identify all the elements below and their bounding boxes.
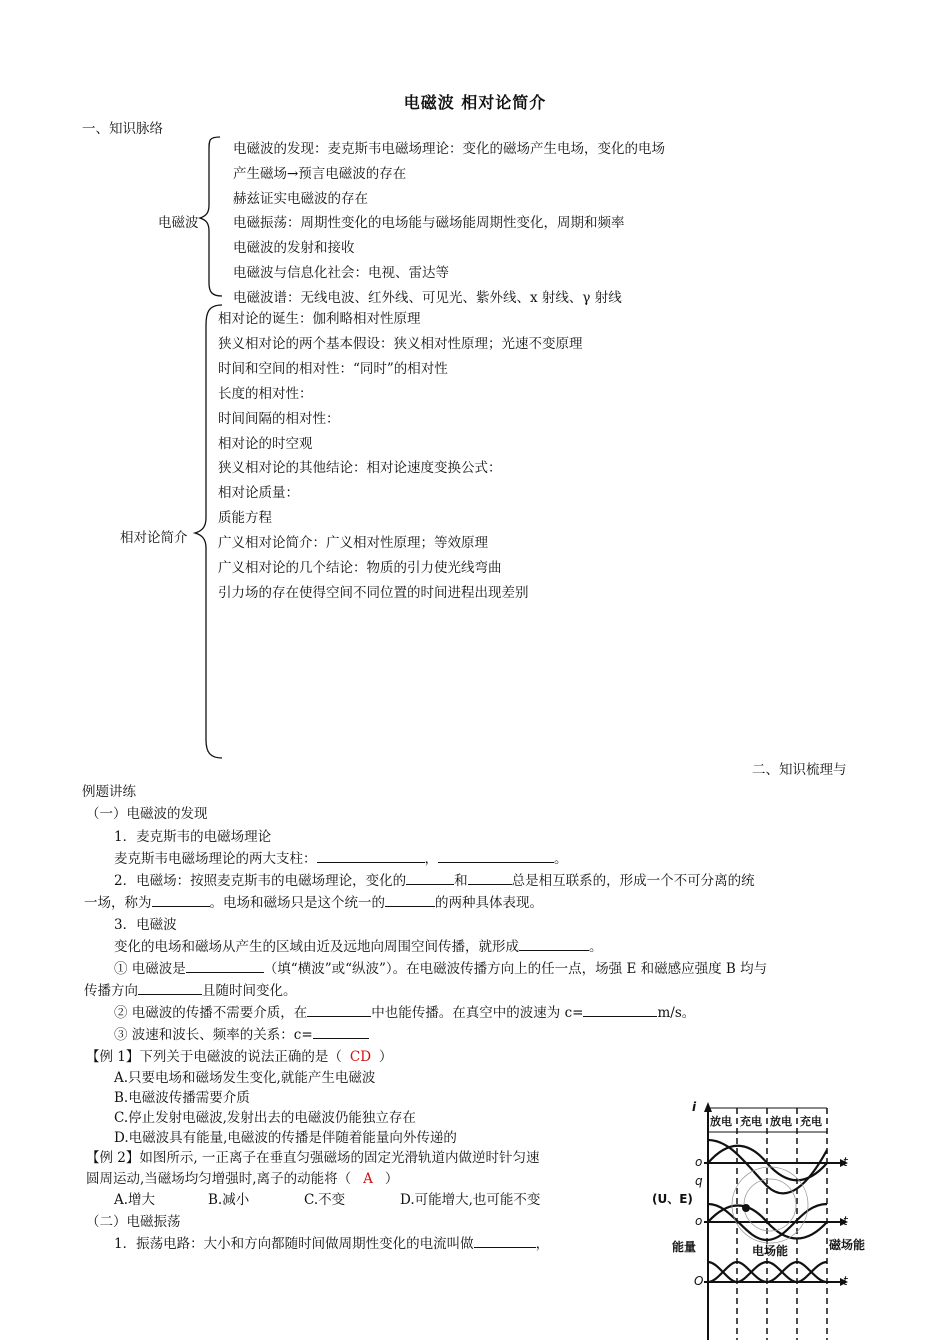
ex1-option-a: A.只要电场和磁场发生变化,就能产生电磁波 (114, 1070, 376, 1086)
ex1-option-d: D.电磁波具有能量,电磁波的传播是伴随着能量向外传递的 (114, 1130, 457, 1146)
fig-t1-label: t (843, 1155, 848, 1169)
para-transverse: ① 电磁波是 （填“横波”或“纵波”）。在电磁波传播方向上的任一点，场强 E 和磁感应强度 B 均与 (114, 957, 767, 977)
para-field-2: 一场，称为 。电场和磁场只是这个统一的 的两种具体表现。 (84, 891, 543, 911)
rel-item: 时间和空间的相对性：“同时”的相对性 (218, 360, 448, 377)
subsection-1: （一）电磁波的发现 (86, 806, 208, 822)
para-field: 2．电磁场：按照麦克斯韦的电磁场理论，变化的 和 总是相互联系的，形成一个不可分离的统 (114, 869, 755, 889)
fig-i-label: i (692, 1100, 697, 1114)
ex2-option-c: C.不变 (304, 1192, 346, 1208)
em-item: 电磁波与信息化社会：电视、雷达等 (233, 265, 449, 281)
em-label: 电磁波 (158, 215, 199, 231)
fig-e-energy-label: 电场能 (752, 1244, 789, 1258)
fig-O3-label: O (694, 1274, 704, 1288)
para-transverse-2: 传播方向 且随时间变化。 (84, 979, 297, 999)
para-3-title: 3．电磁波 (114, 917, 177, 933)
fig-phase-2: 充电 (740, 1115, 762, 1128)
ex1-option-b: B.电磁波传播需要介质 (114, 1090, 250, 1106)
para-maxwell: 麦克斯韦电磁场理论的两大支柱： ， 。 (114, 847, 568, 867)
em-item: 产生磁场→预言电磁波的存在 (233, 165, 407, 182)
em-item: 电磁振荡：周期性变化的电场能与磁场能周期性变化，周期和频率 (233, 215, 625, 232)
rel-item: 广义相对论简介：广义相对性原理；等效原理 (218, 535, 488, 552)
para-speed: ③ 波速和波长、频率的关系：c= (114, 1023, 369, 1043)
rel-label: 相对论简介 (120, 530, 188, 546)
example-2-line1: 【例 2】如图所示, 一正离子在垂直匀强磁场的固定光滑轨道内做逆时针匀速 (86, 1150, 540, 1166)
fig-o1-label: o (695, 1155, 703, 1169)
ex2-option-d: D.可能增大,也可能不变 (400, 1192, 541, 1208)
answer-1: CD (349, 1049, 372, 1065)
rel-item: 狭义相对论的两个基本假设：狭义相对性原理；光速不变原理 (218, 335, 583, 352)
em-item: 电磁波谱：无线电波、红外线、可见光、紫外线、x 射线、γ 射线 (233, 289, 622, 306)
answer-2: A (363, 1171, 373, 1187)
rel-item: 长度的相对性： (218, 385, 313, 402)
page-title: 电磁波 相对论简介 (403, 93, 547, 112)
rel-item: 引力场的存在使得空间不同位置的时间进程出现差别 (218, 584, 529, 601)
fig-t2-label: t (843, 1214, 848, 1228)
rel-item: 广义相对论的几个结论：物质的引力使光线弯曲 (218, 560, 502, 576)
para-1-title: 1．麦克斯韦的电磁场理论 (114, 829, 272, 845)
fig-o2-label: o (695, 1214, 703, 1228)
fig-phase-4: 充电 (800, 1115, 822, 1128)
para-oscillation: 1．振荡电路：大小和方向都随时间做周期性变化的电流叫做 ， (114, 1232, 549, 1252)
rel-item: 狭义相对论的其他结论：相对论速度变换公式： (218, 460, 502, 477)
fig-phase-3: 放电 (770, 1115, 792, 1128)
em-item: 电磁波的发射和接收 (233, 240, 355, 257)
em-item: 赫兹证实电磁波的存在 (233, 190, 368, 207)
ex2-option-a: A.增大 (114, 1192, 156, 1208)
section-heading-2a: 二、知识梳理与 (752, 762, 847, 778)
subsection-2: （二）电磁振荡 (86, 1214, 181, 1230)
section-heading-1: 一、知识脉络 (82, 121, 163, 137)
para-medium: ② 电磁波的传播不需要介质，在 中也能传播。在真空中的波速为 c= m/s。 (114, 1001, 695, 1021)
rel-item: 相对论质量： (218, 485, 299, 502)
rel-item: 时间间隔的相对性： (218, 410, 340, 427)
ex1-option-c: C.停止发射电磁波,发射出去的电磁波仍能独立存在 (114, 1110, 416, 1126)
fig-phase-1: 放电 (710, 1115, 732, 1128)
em-item: 电磁波的发现：麦克斯韦电磁场理论：变化的磁场产生电场，变化的电场 (233, 141, 665, 157)
para-wave: 变化的电场和磁场从产生的区域由近及远地向周围空间传播，就形成 。 (114, 935, 603, 955)
rel-item: 质能方程 (218, 510, 272, 527)
rel-item: 相对论的时空观 (218, 435, 313, 452)
example-1: 【例 1】下列关于电磁波的说法正确的是（ CD ） (86, 1049, 393, 1065)
section-heading-2b: 例题讲练 (82, 784, 136, 800)
rel-item: 相对论的诞生：伽利略相对性原理 (218, 311, 421, 327)
ex2-option-b: B.减小 (208, 1192, 250, 1208)
fig-b-energy-label: 磁场能 (829, 1238, 866, 1252)
fig-q-label: q (695, 1174, 703, 1188)
fig-energy-label: 能量 (672, 1240, 697, 1254)
example-2-line2: 圆周运动,当磁场均匀增强时,离子的动能将（ A ） (86, 1171, 399, 1187)
fig-ue-label: (U、E) (652, 1192, 693, 1206)
fig-t3-label: t (843, 1274, 848, 1288)
